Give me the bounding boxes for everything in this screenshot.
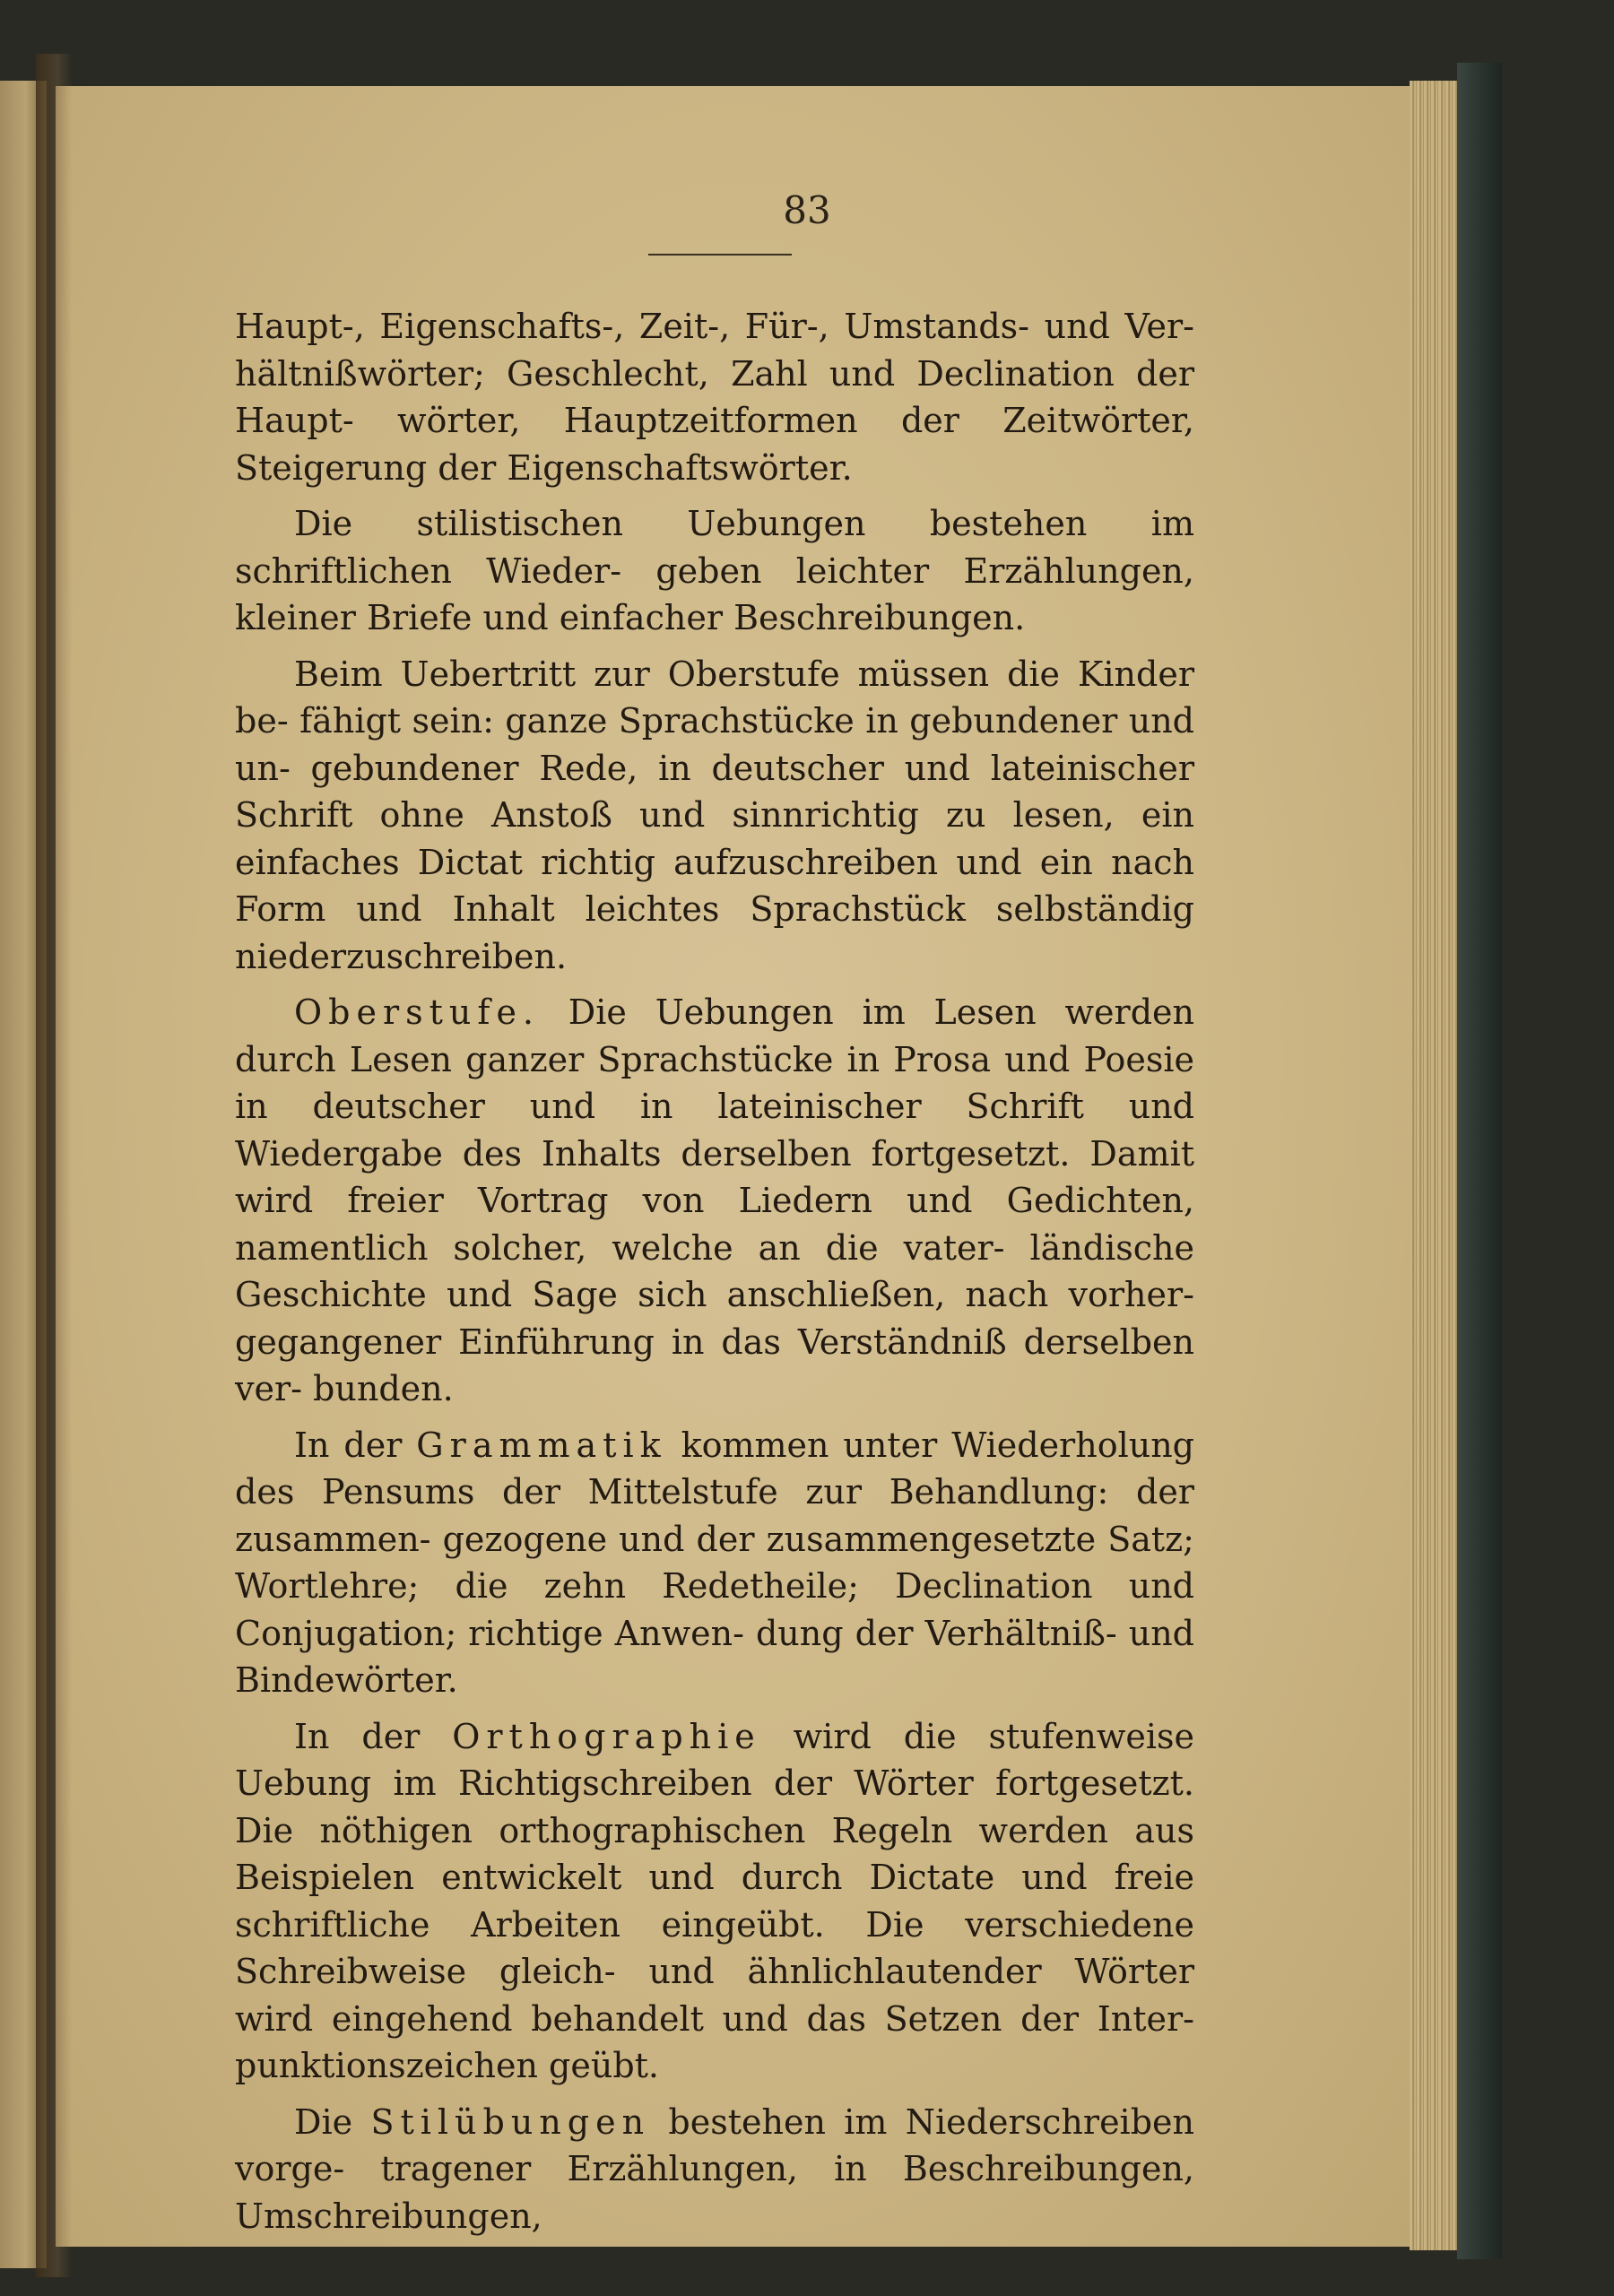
paragraph <box>235 1713 1194 2090</box>
paragraph <box>235 2099 1194 2240</box>
text-line: derselben fortgesetzt. Damit wird freier Vortrag von Liedern <box>235 1133 1194 1220</box>
text-line: Redetheile; Declination und Conjugation; richtige Anwen- <box>235 1566 1194 1653</box>
text-line: aufzuschreiben und ein nach Form und Inhalt leichtes <box>235 842 1194 929</box>
spaced-heading: Orthographie <box>452 1716 761 1756</box>
spaced-heading: Oberstufe. <box>294 992 541 1032</box>
spaced-heading: Grammatik <box>416 1425 667 1465</box>
text-line: gegangener Einführung in das Verständniß derselben ver- <box>235 1321 1194 1408</box>
text-line: wörter, Hauptzeitformen der Zeitwörter, Steigerung der <box>235 401 1194 488</box>
text-line: fähigt sein: ganze Sprachstücke in gebundener und un- <box>235 701 1195 788</box>
paragraph <box>235 989 1194 1413</box>
text-line: bestehen im Niederschreiben vorge- <box>235 2101 1194 2188</box>
text-line: ländische Geschichte und Sage sich anschließen, nach vorher- <box>235 1227 1194 1314</box>
text-line: Die verschiedene Schreibweise gleich- und ähnlichlautender <box>235 1904 1194 1991</box>
text-line: punktionszeichen geübt. <box>235 2046 659 2085</box>
text-line: im Richtigschreiben der Wörter fortgesetzt. Die nöthigen <box>235 1763 1194 1850</box>
paragraph <box>235 1422 1194 1704</box>
text-line: Die Uebungen im Lesen werden durch <box>235 992 1194 1079</box>
page-number: 83 <box>783 188 831 232</box>
page-text <box>235 303 1194 2248</box>
text-line: Eigenschaftswörter. <box>507 447 853 488</box>
text-line: und durch Dictate und freie schriftliche Arbeiten eingeübt. <box>235 1858 1194 1945</box>
paragraph <box>235 303 1194 491</box>
text-line: orthographischen Regeln werden aus Beispielen entwickelt <box>235 1810 1194 1897</box>
text-line: Lesen ganzer Sprachstücke in Prosa und Poesie in deutscher <box>235 1039 1194 1126</box>
text-line: Anstoß und sinnrichtig zu lesen, ein einfaches Dictat richtig <box>235 795 1194 882</box>
text-line: Wörter wird eingehend behandelt und das Setzen der Inter- <box>235 1952 1194 2039</box>
text-line: Beschreibungen. <box>733 598 1026 637</box>
text-line: hältnißwörter; Geschlecht, Zahl und Declination der Haupt- <box>235 353 1194 440</box>
text-line: gebundener Rede, in deutscher und lateinischer Schrift ohne <box>235 748 1194 835</box>
text-line: geben leichter Erzählungen, kleiner Briefe und einfacher <box>235 550 1194 637</box>
paragraph <box>235 500 1194 642</box>
text-line: Haupt-, Eigenschafts-, Zeit-, Für-, Umstands- und Ver- <box>235 307 1194 346</box>
text-line: und in lateinischer Schrift und Wiedergabe des Inhalts <box>235 1087 1194 1174</box>
book-cover-edge <box>1457 63 1502 2259</box>
text-line: tragener Erzählungen, in Beschreibungen, Umschreibungen, <box>235 2149 1195 2236</box>
text-line: Beim Uebertritt zur Oberstufe müssen die Kinder be- <box>235 654 1194 741</box>
paragraph-lead: In der <box>294 1716 453 1756</box>
text-line: Pensums der Mittelstufe zur Behandlung: der zusammen- <box>235 1472 1194 1559</box>
header-rule <box>648 254 792 256</box>
paragraph-lead: Die <box>294 2101 371 2142</box>
text-line: kommen unter Wiederholung des <box>235 1425 1194 1512</box>
text-line: dung der Verhältniß- und Bindewörter. <box>235 1613 1194 1700</box>
text-line: bunden. <box>313 1369 454 1408</box>
text-line: wird die stufenweise Uebung <box>235 1716 1194 1803</box>
text-line: und Gedichten, namentlich solcher, welche an die vater- <box>235 1181 1194 1268</box>
spaced-heading: Stilübungen <box>370 2101 651 2142</box>
paragraph-lead: In der <box>294 1425 417 1465</box>
text-line: Sprachstück selbständig niederzuschreiben. <box>235 889 1194 976</box>
book-gutter <box>36 54 72 2277</box>
paragraph <box>235 651 1194 981</box>
text-line: Die stilistischen Uebungen bestehen im schriftlichen Wieder- <box>235 504 1194 591</box>
text-line: gezogene und der zusammengesetzte Satz; Wortlehre; die zehn <box>235 1519 1194 1606</box>
page-edges <box>1410 81 1463 2250</box>
